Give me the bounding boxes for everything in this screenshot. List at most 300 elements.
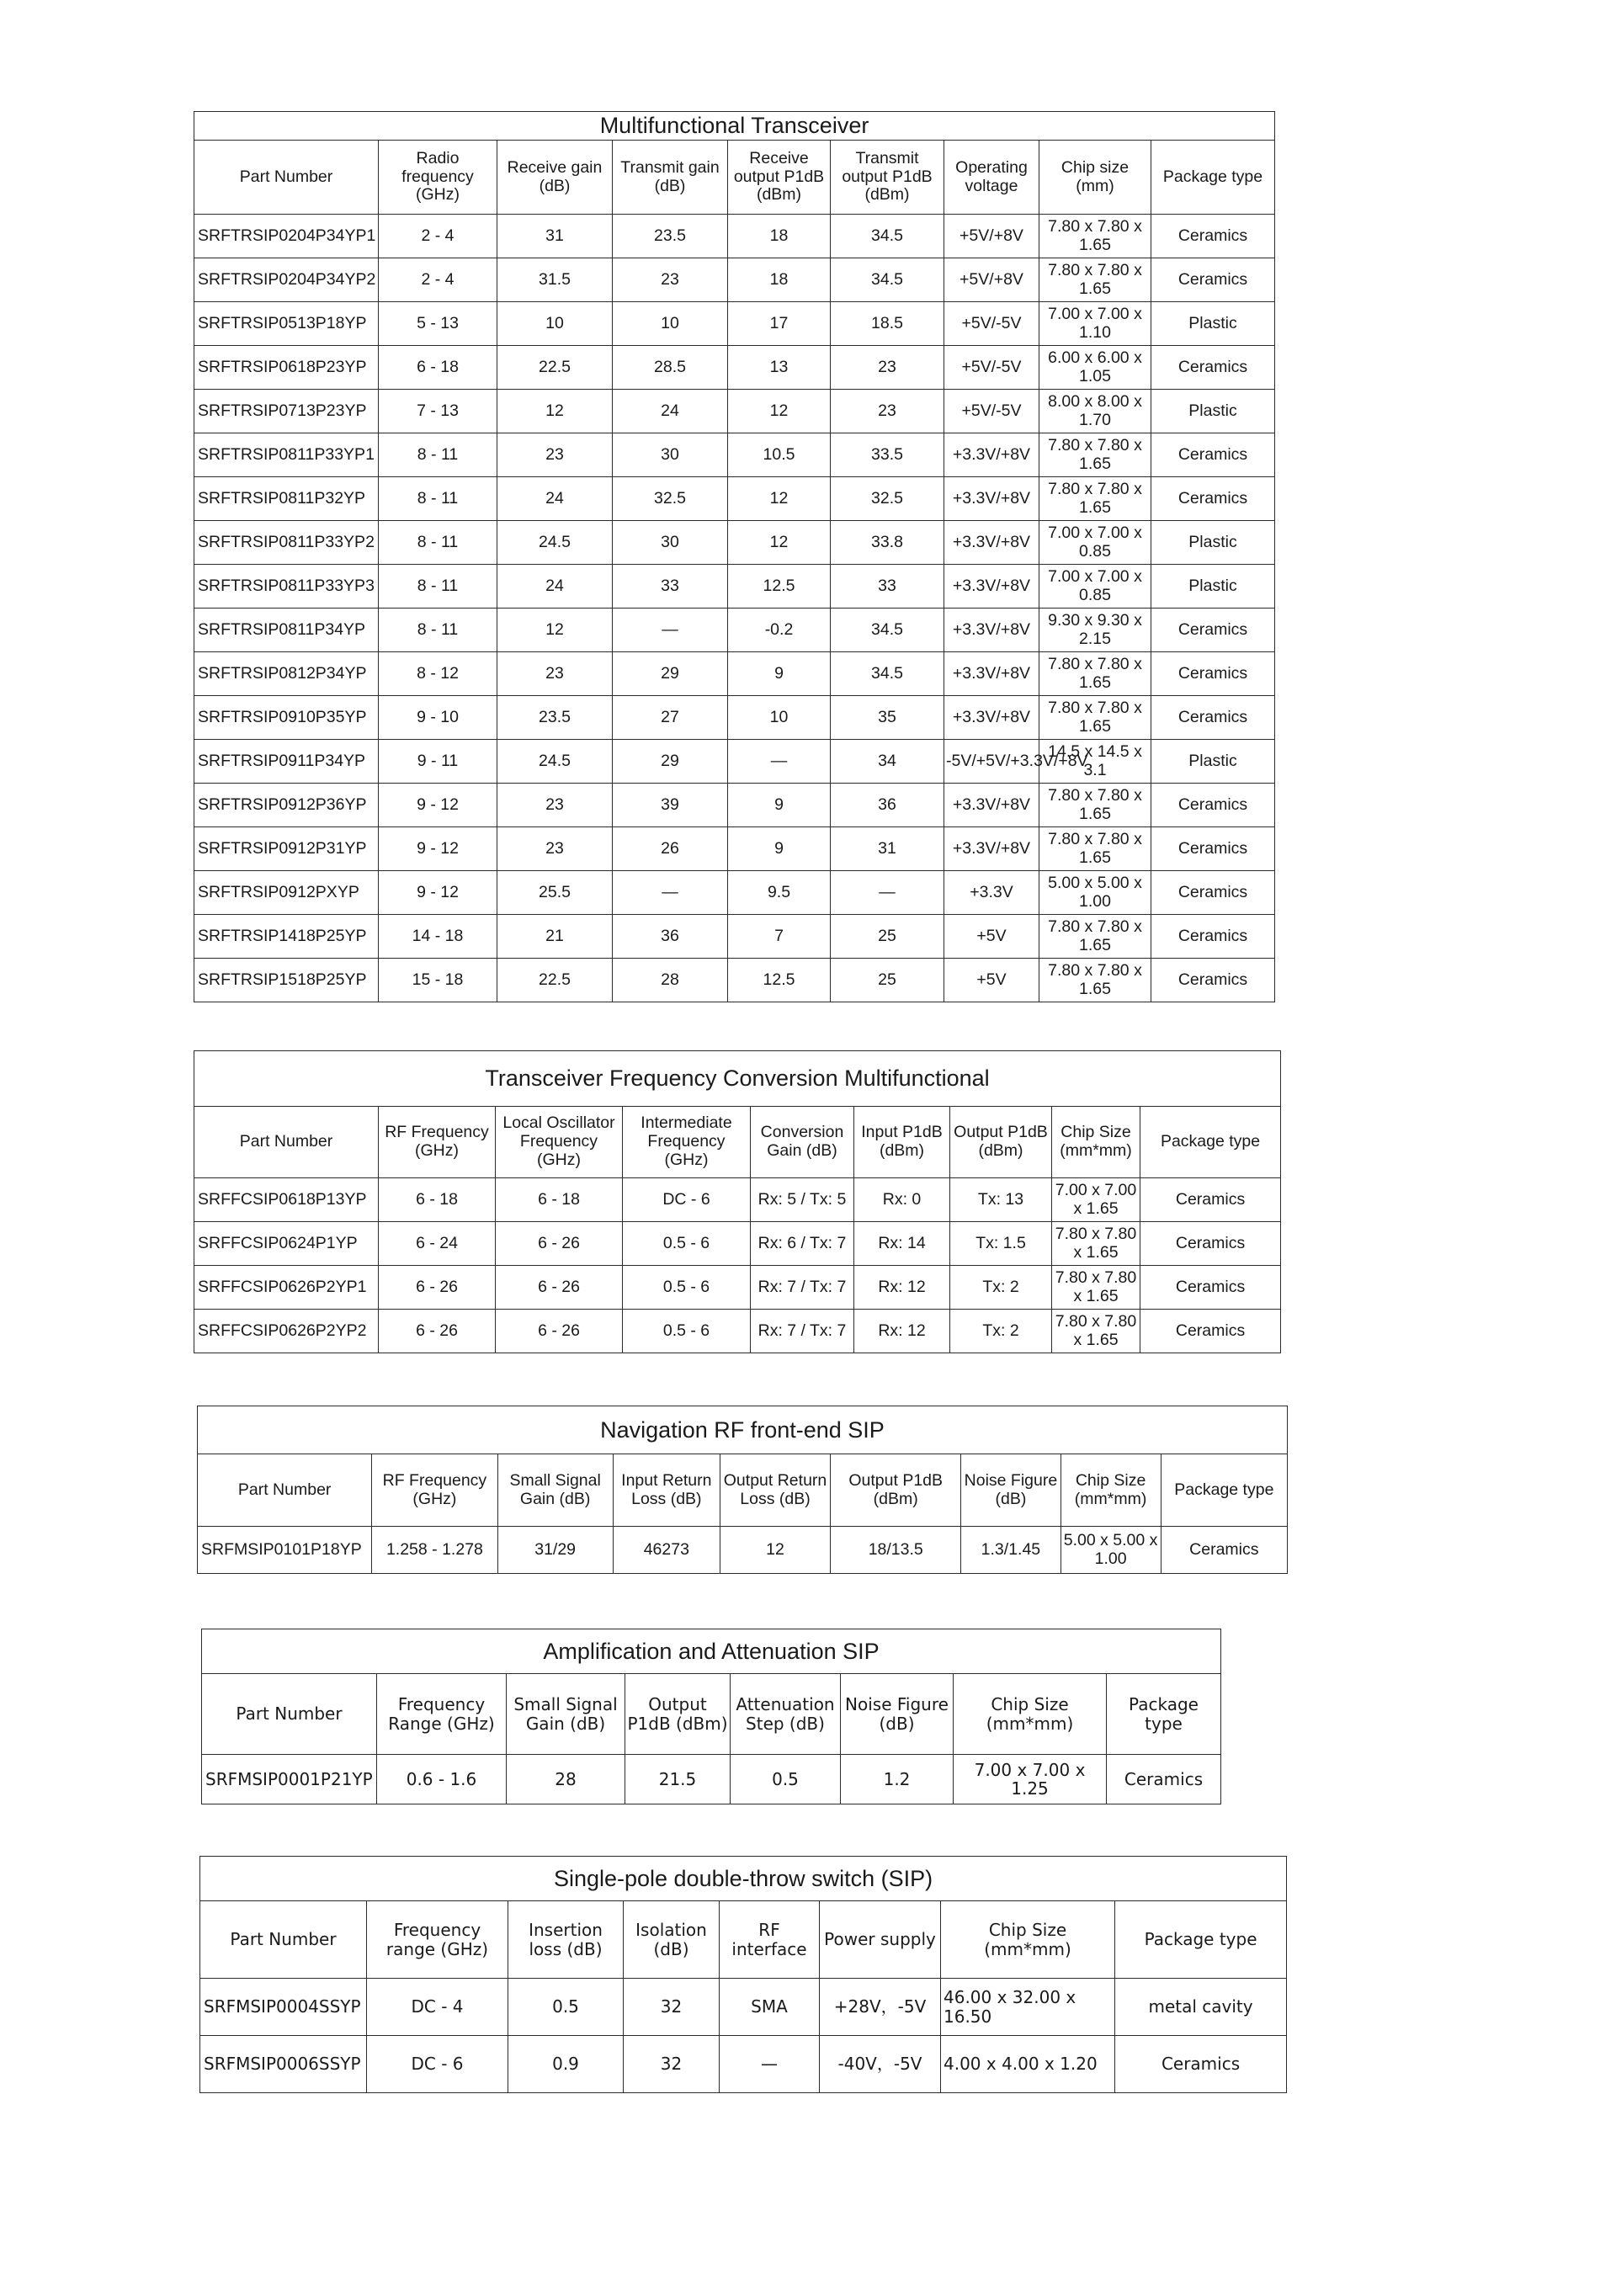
- table-row: [194, 215, 1275, 258]
- table-cell: 6 - 26: [496, 1266, 623, 1310]
- table-cell: 9: [728, 784, 831, 827]
- table-cell: 6 - 26: [379, 1266, 496, 1310]
- table-cell: +5V/+8V: [944, 258, 1039, 302]
- table-cell: 9 - 12: [379, 784, 497, 827]
- table-cell: 0.5 - 6: [623, 1266, 751, 1310]
- table-row: [200, 2036, 1287, 2093]
- table-cell: +3.3V: [944, 871, 1039, 915]
- table-cell: Ceramics: [1151, 827, 1275, 871]
- table-row: [194, 1310, 1281, 1353]
- table-cell: 4.00 x 4.00 x 1.20: [941, 2036, 1115, 2093]
- table-row: [194, 1222, 1281, 1266]
- column-header: Noise Figure (dB): [841, 1674, 954, 1755]
- table-cell: 9: [728, 827, 831, 871]
- table-cell: 46.00 x 32.00 x 16.50: [941, 1979, 1115, 2036]
- amplification-attenuation-table: [201, 1629, 1221, 1804]
- table-cell: 5 - 13: [379, 302, 497, 346]
- table-cell: Rx: 5 / Tx: 5: [751, 1178, 854, 1222]
- table-cell: Tx: 2: [950, 1266, 1052, 1310]
- column-header: Frequency range (GHz): [367, 1901, 508, 1979]
- part-number-cell: SRFTRSIP0204P34YP2: [194, 258, 379, 302]
- part-number-cell: SRFTRSIP0912PXYP: [194, 871, 379, 915]
- table-cell: -0.2: [728, 609, 831, 652]
- table-row: [194, 346, 1275, 390]
- table-cell: Ceramics: [1140, 1310, 1281, 1353]
- table-title: Amplification and Attenuation SIP: [202, 1629, 1221, 1674]
- table-cell: 15 - 18: [379, 959, 497, 1002]
- part-number-cell: SRFMSIP0001P21YP: [202, 1755, 377, 1804]
- table-cell: 0.5 - 6: [623, 1310, 751, 1353]
- table-cell: +3.3V/+8V: [944, 652, 1039, 696]
- table-cell: 10.5: [728, 433, 831, 477]
- column-header: RF interface: [720, 1901, 820, 1979]
- table-cell: +5V/-5V: [944, 302, 1039, 346]
- table-cell: 22.5: [497, 959, 613, 1002]
- table-cell: Ceramics: [1151, 433, 1275, 477]
- table-cell: 9 - 12: [379, 871, 497, 915]
- table-cell: 8 - 11: [379, 521, 497, 565]
- column-header: Transmit output P1dB (dBm): [831, 141, 944, 215]
- table-title: Single-pole double-throw switch (SIP): [200, 1857, 1287, 1901]
- column-header: Local Oscillator Frequency (GHz): [496, 1107, 623, 1178]
- table-cell: DC - 6: [623, 1178, 751, 1222]
- table-row: [194, 477, 1275, 521]
- part-number-cell: SRFTRSIP0911P34YP: [194, 740, 379, 784]
- table-row: [194, 871, 1275, 915]
- table-cell: 31: [831, 827, 944, 871]
- table-cell: 7.80 x 7.80 x 1.65: [1039, 784, 1151, 827]
- table-cell: 31.5: [497, 258, 613, 302]
- table-cell: Ceramics: [1151, 346, 1275, 390]
- table-cell: Rx: 12: [854, 1266, 950, 1310]
- table-cell: 21: [497, 915, 613, 959]
- column-header: Receive output P1dB (dBm): [728, 141, 831, 215]
- table-cell: 31: [497, 215, 613, 258]
- table-cell: 7.80 x 7.80 x 1.65: [1052, 1310, 1140, 1353]
- table-row: [194, 915, 1275, 959]
- table-cell: +3.3V/+8V: [944, 696, 1039, 740]
- table-cell: SMA: [720, 1979, 820, 2036]
- table-cell: 7.00 x 7.00 x 0.85: [1039, 521, 1151, 565]
- table-cell: Rx: 14: [854, 1222, 950, 1266]
- table-cell: 2 - 4: [379, 258, 497, 302]
- table-cell: 12: [728, 477, 831, 521]
- table-cell: Ceramics: [1140, 1178, 1281, 1222]
- table-cell: 9.30 x 9.30 x 2.15: [1039, 609, 1151, 652]
- table-cell: 27: [613, 696, 728, 740]
- table-cell: 24: [613, 390, 728, 433]
- column-header: Transmit gain (dB): [613, 141, 728, 215]
- part-number-cell: SRFMSIP0006SSYP: [200, 2036, 367, 2093]
- column-header: Chip Size (mm*mm): [1052, 1107, 1140, 1178]
- table-cell: Ceramics: [1140, 1266, 1281, 1310]
- table-cell: 25: [831, 959, 944, 1002]
- table-cell: 6.00 x 6.00 x 1.05: [1039, 346, 1151, 390]
- table-cell: 7.80 x 7.80 x 1.65: [1039, 215, 1151, 258]
- table-cell: Ceramics: [1151, 609, 1275, 652]
- column-header: Input P1dB (dBm): [854, 1107, 950, 1178]
- table-cell: Ceramics: [1140, 1222, 1281, 1266]
- table-cell: 6 - 26: [496, 1222, 623, 1266]
- column-header: Part Number: [198, 1454, 372, 1527]
- column-header: Output P1dB (dBm): [625, 1674, 731, 1755]
- table-cell: 5.00 x 5.00 x 1.00: [1060, 1527, 1161, 1574]
- table-cell: 13: [728, 346, 831, 390]
- table-cell: 30: [613, 521, 728, 565]
- column-header: Attenuation Step (dB): [731, 1674, 841, 1755]
- table-cell: Ceramics: [1107, 1755, 1221, 1804]
- part-number-cell: SRFMSIP0004SSYP: [200, 1979, 367, 2036]
- column-header: Input Return Loss (dB): [613, 1454, 720, 1527]
- table-cell: +3.3V/+8V: [944, 521, 1039, 565]
- table-cell: 7.80 x 7.80 x 1.65: [1039, 652, 1151, 696]
- column-header: Output Return Loss (dB): [720, 1454, 830, 1527]
- column-header: Chip Size (mm*mm): [1060, 1454, 1161, 1527]
- part-number-cell: SRFTRSIP0811P34YP: [194, 609, 379, 652]
- part-number-cell: SRFTRSIP0912P36YP: [194, 784, 379, 827]
- table-row: [202, 1755, 1221, 1804]
- table-cell: 8 - 11: [379, 565, 497, 609]
- table-cell: 32.5: [613, 477, 728, 521]
- column-header: Part Number: [202, 1674, 377, 1755]
- table-cell: 24: [497, 565, 613, 609]
- table-cell: metal cavity: [1115, 1979, 1287, 2036]
- table-cell: 10: [728, 696, 831, 740]
- part-number-cell: SRFFCSIP0618P13YP: [194, 1178, 379, 1222]
- table-cell: 6 - 18: [379, 1178, 496, 1222]
- table-cell: 36: [831, 784, 944, 827]
- table-cell: 9 - 12: [379, 827, 497, 871]
- table-row: [198, 1527, 1288, 1574]
- table-cell: Ceramics: [1151, 652, 1275, 696]
- table-cell: 18: [728, 258, 831, 302]
- frequency-conversion-table: [194, 1050, 1281, 1353]
- multifunctional-transceiver-table: [194, 111, 1275, 1002]
- table-cell: 23: [497, 827, 613, 871]
- table-cell: —: [720, 2036, 820, 2093]
- table-title: Multifunctional Transceiver: [194, 112, 1275, 141]
- table-cell: DC - 6: [367, 2036, 508, 2093]
- column-header: Output P1dB (dBm): [831, 1454, 961, 1527]
- table-cell: +5V/-5V: [944, 346, 1039, 390]
- table-cell: 32: [624, 1979, 720, 2036]
- column-header: Noise Figure (dB): [961, 1454, 1060, 1527]
- part-number-cell: SRFFCSIP0624P1YP: [194, 1222, 379, 1266]
- table-cell: 6 - 26: [496, 1310, 623, 1353]
- column-header: Part Number: [194, 1107, 379, 1178]
- table-cell: 28.5: [613, 346, 728, 390]
- column-header: Frequency Range (GHz): [377, 1674, 507, 1755]
- table-cell: Ceramics: [1151, 477, 1275, 521]
- table-cell: 25.5: [497, 871, 613, 915]
- table-cell: 0.5: [508, 1979, 624, 2036]
- table-cell: Rx: 7 / Tx: 7: [751, 1266, 854, 1310]
- table-cell: 6 - 26: [379, 1310, 496, 1353]
- table-cell: 1.2: [841, 1755, 954, 1804]
- part-number-cell: SRFMSIP0101P18YP: [198, 1527, 372, 1574]
- table-cell: 1.3/1.45: [961, 1527, 1060, 1574]
- table-cell: 33.5: [831, 433, 944, 477]
- column-header: Chip Size (mm*mm): [954, 1674, 1107, 1755]
- table-row: [194, 696, 1275, 740]
- table-row: [194, 827, 1275, 871]
- table-cell: Ceramics: [1151, 915, 1275, 959]
- table-cell: 8 - 11: [379, 477, 497, 521]
- table-cell: 0.5 - 6: [623, 1222, 751, 1266]
- column-header: Chip Size (mm*mm): [941, 1901, 1115, 1979]
- table-cell: 7.80 x 7.80 x 1.65: [1039, 696, 1151, 740]
- table-cell: 23: [497, 652, 613, 696]
- column-header: Operating voltage: [944, 141, 1039, 215]
- table-cell: Plastic: [1151, 521, 1275, 565]
- table-cell: 18: [728, 215, 831, 258]
- column-header: Radio frequency (GHz): [379, 141, 497, 215]
- table-cell: 7.80 x 7.80 x 1.65: [1039, 433, 1151, 477]
- table-cell: 39: [613, 784, 728, 827]
- column-header: Isolation (dB): [624, 1901, 720, 1979]
- table-cell: 24.5: [497, 740, 613, 784]
- table-cell: Rx: 7 / Tx: 7: [751, 1310, 854, 1353]
- column-header: Small Signal Gain (dB): [507, 1674, 625, 1755]
- table-cell: 28: [507, 1755, 625, 1804]
- table-row: [194, 652, 1275, 696]
- table-cell: 22.5: [497, 346, 613, 390]
- table-cell: 12: [497, 390, 613, 433]
- table-cell: -40V，-5V: [820, 2036, 941, 2093]
- table-cell: 6 - 24: [379, 1222, 496, 1266]
- table-cell: Ceramics: [1151, 696, 1275, 740]
- column-header: Package type: [1107, 1674, 1221, 1755]
- table-cell: 26: [613, 827, 728, 871]
- table-cell: Ceramics: [1151, 784, 1275, 827]
- table-cell: —: [613, 609, 728, 652]
- table-cell: Tx: 1.5: [950, 1222, 1052, 1266]
- table-cell: DC - 4: [367, 1979, 508, 2036]
- table-cell: 23.5: [497, 696, 613, 740]
- part-number-cell: SRFTRSIP0204P34YP1: [194, 215, 379, 258]
- table-cell: 2 - 4: [379, 215, 497, 258]
- table-cell: 9 - 10: [379, 696, 497, 740]
- table-cell: 34.5: [831, 215, 944, 258]
- part-number-cell: SRFTRSIP0912P31YP: [194, 827, 379, 871]
- table-cell: 24.5: [497, 521, 613, 565]
- column-header: Package type: [1115, 1901, 1287, 1979]
- table-cell: 9 - 11: [379, 740, 497, 784]
- table-cell: +3.3V/+8V: [944, 565, 1039, 609]
- table-cell: 9.5: [728, 871, 831, 915]
- table-cell: Plastic: [1151, 302, 1275, 346]
- column-header: Package type: [1151, 141, 1275, 215]
- table-cell: 7.80 x 7.80 x 1.65: [1039, 477, 1151, 521]
- table-cell: 29: [613, 652, 728, 696]
- table-cell: 21.5: [625, 1755, 731, 1804]
- navigation-rf-frontend-table: [197, 1406, 1288, 1574]
- table-cell: 34.5: [831, 652, 944, 696]
- table-cell: 10: [497, 302, 613, 346]
- table-title: Navigation RF front-end SIP: [198, 1406, 1288, 1454]
- column-header: Intermediate Frequency (GHz): [623, 1107, 751, 1178]
- table-cell: 8.00 x 8.00 x 1.70: [1039, 390, 1151, 433]
- table-cell: 32: [624, 2036, 720, 2093]
- table-cell: 23: [831, 346, 944, 390]
- table-row: [194, 959, 1275, 1002]
- part-number-cell: SRFFCSIP0626P2YP2: [194, 1310, 379, 1353]
- table-cell: 0.6 - 1.6: [377, 1755, 507, 1804]
- column-header: Chip size (mm): [1039, 141, 1151, 215]
- table-cell: Tx: 2: [950, 1310, 1052, 1353]
- table-cell: 33: [613, 565, 728, 609]
- part-number-cell: SRFTRSIP0811P32YP: [194, 477, 379, 521]
- column-header: Part Number: [194, 141, 379, 215]
- table-cell: 7: [728, 915, 831, 959]
- table-cell: 23.5: [613, 215, 728, 258]
- table-cell: 28: [613, 959, 728, 1002]
- table-cell: +3.3V/+8V: [944, 609, 1039, 652]
- part-number-cell: SRFTRSIP0910P35YP: [194, 696, 379, 740]
- table-row: [194, 302, 1275, 346]
- table-cell: +3.3V/+8V: [944, 477, 1039, 521]
- column-header: Power supply: [820, 1901, 941, 1979]
- table-cell: 0.9: [508, 2036, 624, 2093]
- table-cell: 10: [613, 302, 728, 346]
- table-cell: 6 - 18: [379, 346, 497, 390]
- part-number-cell: SRFTRSIP0513P18YP: [194, 302, 379, 346]
- table-cell: 35: [831, 696, 944, 740]
- part-number-cell: SRFTRSIP0811P33YP3: [194, 565, 379, 609]
- table-cell: 23: [613, 258, 728, 302]
- part-number-cell: SRFTRSIP0618P23YP: [194, 346, 379, 390]
- table-cell: 7.80 x 7.80 x 1.65: [1039, 258, 1151, 302]
- table-cell: 12: [728, 521, 831, 565]
- column-header: Package type: [1161, 1454, 1287, 1527]
- table-cell: —: [728, 740, 831, 784]
- table-cell: —: [613, 871, 728, 915]
- table-cell: 23: [497, 784, 613, 827]
- table-cell: 7.00 x 7.00 x 1.65: [1052, 1178, 1140, 1222]
- table-cell: 29: [613, 740, 728, 784]
- table-cell: +5V/+8V: [944, 215, 1039, 258]
- part-number-cell: SRFTRSIP0812P34YP: [194, 652, 379, 696]
- table-cell: 7.80 x 7.80 x 1.65: [1039, 915, 1151, 959]
- table-cell: 6 - 18: [496, 1178, 623, 1222]
- table-cell: Ceramics: [1161, 1527, 1287, 1574]
- table-cell: Rx: 0: [854, 1178, 950, 1222]
- table-cell: 34: [831, 740, 944, 784]
- table-row: [194, 433, 1275, 477]
- table-cell: 31/29: [497, 1527, 613, 1574]
- table-cell: Ceramics: [1115, 2036, 1287, 2093]
- table-cell: 7.00 x 7.00 x 1.10: [1039, 302, 1151, 346]
- table-cell: Ceramics: [1151, 258, 1275, 302]
- table-cell: 1.258 - 1.278: [372, 1527, 497, 1574]
- table-cell: 33: [831, 565, 944, 609]
- table-cell: 34.5: [831, 609, 944, 652]
- table-row: [194, 609, 1275, 652]
- table-cell: —: [831, 871, 944, 915]
- table-cell: Rx: 12: [854, 1310, 950, 1353]
- table-cell: 9: [728, 652, 831, 696]
- column-header: Package type: [1140, 1107, 1281, 1178]
- column-header: Output P1dB (dBm): [950, 1107, 1052, 1178]
- table-row: [194, 521, 1275, 565]
- part-number-cell: SRFTRSIP0811P33YP1: [194, 433, 379, 477]
- table-cell: 0.5: [731, 1755, 841, 1804]
- column-header: RF Frequency (GHz): [372, 1454, 497, 1527]
- table-cell: 5.00 x 5.00 x 1.00: [1039, 871, 1151, 915]
- table-row: [200, 1979, 1287, 2036]
- table-cell: Ceramics: [1151, 959, 1275, 1002]
- table-cell: +3.3V/+8V: [944, 827, 1039, 871]
- table-cell: 7 - 13: [379, 390, 497, 433]
- part-number-cell: SRFTRSIP0713P23YP: [194, 390, 379, 433]
- table-cell: 12.5: [728, 959, 831, 1002]
- table-cell: 33.8: [831, 521, 944, 565]
- table-cell: 46273: [613, 1527, 720, 1574]
- table-cell: 7.80 x 7.80 x 1.65: [1039, 827, 1151, 871]
- table-cell: -5V/+5V/+3.3V/+8V: [944, 740, 1039, 784]
- table-cell: 25: [831, 915, 944, 959]
- table-cell: 7.80 x 7.80 x 1.65: [1052, 1266, 1140, 1310]
- column-header: Receive gain (dB): [497, 141, 613, 215]
- column-header: Part Number: [200, 1901, 367, 1979]
- table-cell: 23: [497, 433, 613, 477]
- column-header: RF Frequency (GHz): [379, 1107, 496, 1178]
- table-row: [194, 1266, 1281, 1310]
- column-header: Insertion loss (dB): [508, 1901, 624, 1979]
- table-cell: 12: [728, 390, 831, 433]
- column-header: Conversion Gain (dB): [751, 1107, 854, 1178]
- table-cell: Plastic: [1151, 390, 1275, 433]
- table-cell: +28V，-5V: [820, 1979, 941, 2036]
- column-header: Small Signal Gain (dB): [497, 1454, 613, 1527]
- table-cell: +5V/-5V: [944, 390, 1039, 433]
- table-row: [194, 258, 1275, 302]
- table-cell: 7.00 x 7.00 x 1.25: [954, 1755, 1107, 1804]
- table-cell: 14.5 x 14.5 x 3.1: [1039, 740, 1151, 784]
- part-number-cell: SRFTRSIP0811P33YP2: [194, 521, 379, 565]
- table-cell: +5V: [944, 959, 1039, 1002]
- table-cell: +3.3V/+8V: [944, 784, 1039, 827]
- table-cell: Plastic: [1151, 740, 1275, 784]
- table-cell: 17: [728, 302, 831, 346]
- table-cell: 30: [613, 433, 728, 477]
- table-row: [194, 784, 1275, 827]
- table-cell: Tx: 13: [950, 1178, 1052, 1222]
- part-number-cell: SRFTRSIP1418P25YP: [194, 915, 379, 959]
- table-cell: 18/13.5: [831, 1527, 961, 1574]
- table-cell: 32.5: [831, 477, 944, 521]
- table-cell: 12.5: [728, 565, 831, 609]
- table-cell: 36: [613, 915, 728, 959]
- table-cell: 7.80 x 7.80 x 1.65: [1052, 1222, 1140, 1266]
- table-cell: 12: [720, 1527, 830, 1574]
- table-cell: +5V: [944, 915, 1039, 959]
- table-cell: 18.5: [831, 302, 944, 346]
- table-cell: 7.00 x 7.00 x 0.85: [1039, 565, 1151, 609]
- table-row: [194, 1178, 1281, 1222]
- table-cell: 8 - 11: [379, 433, 497, 477]
- table-row: [194, 740, 1275, 784]
- table-cell: 8 - 12: [379, 652, 497, 696]
- table-cell: 34.5: [831, 258, 944, 302]
- spdt-switch-table: [199, 1856, 1287, 2093]
- table-cell: Ceramics: [1151, 215, 1275, 258]
- table-cell: Rx: 6 / Tx: 7: [751, 1222, 854, 1266]
- table-cell: 23: [831, 390, 944, 433]
- part-number-cell: SRFFCSIP0626P2YP1: [194, 1266, 379, 1310]
- table-row: [194, 565, 1275, 609]
- part-number-cell: SRFTRSIP1518P25YP: [194, 959, 379, 1002]
